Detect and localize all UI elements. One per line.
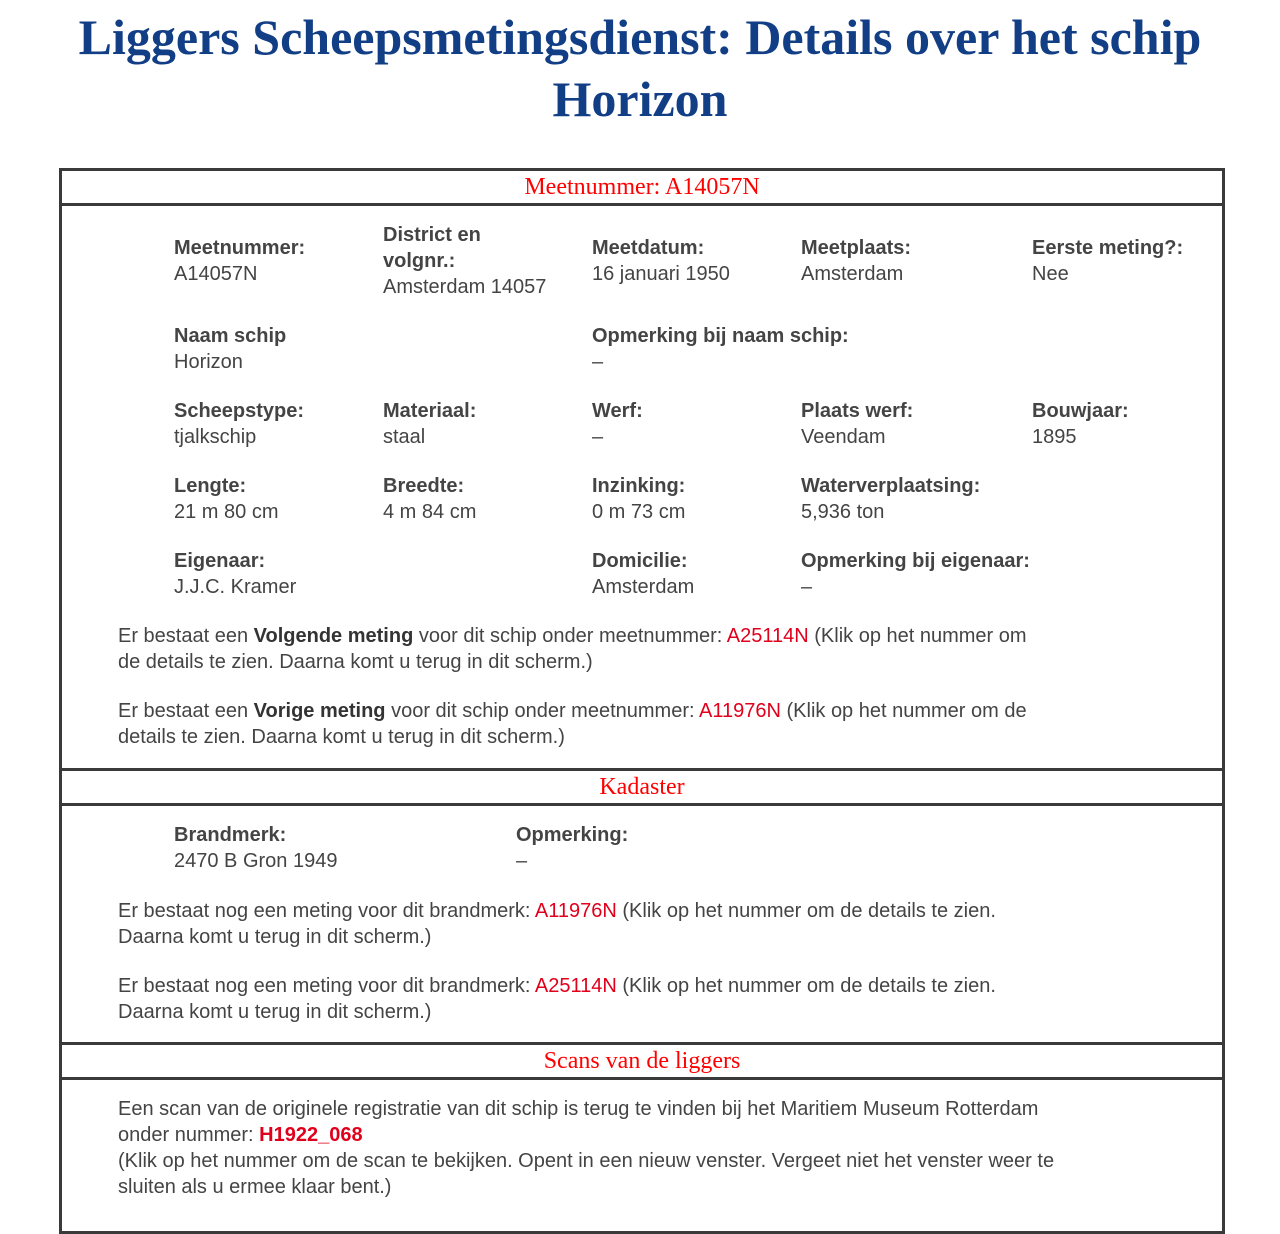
meting1-pre: Er bestaat nog een meting voor dit brandmerk: bbox=[118, 900, 535, 922]
label-naam-schip: Naam schip bbox=[174, 325, 287, 347]
field-plaats-werf bbox=[801, 398, 913, 450]
value-eerste-meting: Nee bbox=[1032, 263, 1069, 285]
field-naam-schip bbox=[174, 323, 286, 375]
section-header-meetnummer: Meetnummer: A14057N bbox=[62, 171, 1222, 206]
label-bouwjaar: Bouwjaar: bbox=[1032, 400, 1129, 422]
value-district: Amsterdam 14057 bbox=[383, 276, 547, 298]
volgende-mid: voor dit schip onder meetnummer: bbox=[413, 625, 727, 647]
scans-section bbox=[62, 1080, 1222, 1200]
link-volgende-meting[interactable]: A25114N bbox=[726, 625, 809, 647]
label-eigenaar: Eigenaar: bbox=[174, 550, 266, 572]
value-breedte: 4 m 84 cm bbox=[383, 501, 477, 523]
section-header-kadaster: Kadaster bbox=[62, 768, 1222, 806]
field-eigenaar bbox=[174, 548, 296, 600]
field-meetplaats bbox=[801, 235, 911, 287]
row-brandmerk bbox=[118, 806, 1222, 878]
details-table bbox=[59, 168, 1225, 1234]
row-eigenaar bbox=[118, 532, 1222, 607]
volgende-post: (Klik op het nummer om bbox=[808, 625, 1027, 647]
page-title bbox=[0, 0, 1280, 130]
link-brandmerk-meting-1[interactable]: A11976N bbox=[534, 900, 617, 922]
row-afmetingen bbox=[118, 457, 1222, 532]
vorige-meting-note bbox=[118, 675, 1168, 768]
value-werf: – bbox=[592, 426, 604, 448]
field-lengte bbox=[174, 473, 278, 525]
field-meetdatum bbox=[592, 235, 730, 287]
field-opmerking-eigenaar bbox=[801, 548, 1030, 600]
label-lengte: Lengte: bbox=[174, 475, 247, 497]
label-district-line2: volgnr.: bbox=[383, 250, 456, 272]
value-bouwjaar: 1895 bbox=[1032, 426, 1077, 448]
label-inzinking: Inzinking: bbox=[592, 475, 686, 497]
field-bouwjaar bbox=[1032, 398, 1129, 450]
value-naam-schip: Horizon bbox=[174, 351, 243, 373]
value-opmerking-naam: – bbox=[592, 351, 604, 373]
row-meting bbox=[118, 206, 1222, 307]
volgende-line2: de details te zien. Daarna komt u terug in dit scherm.) bbox=[118, 651, 593, 673]
label-meetdatum: Meetdatum: bbox=[592, 237, 705, 259]
value-meetnummer: A14057N bbox=[174, 263, 258, 285]
scan-line1: Een scan van de originele registratie van dit schip is terug te vinden bij het Maritiem Museum Rotterdam bbox=[118, 1098, 1039, 1120]
value-meetplaats: Amsterdam bbox=[801, 263, 904, 285]
meting2-post: (Klik op het nummer om de details te zien. bbox=[616, 975, 996, 997]
meting2-pre: Er bestaat nog een meting voor dit brandmerk: bbox=[118, 975, 535, 997]
vorige-bold: Vorige meting bbox=[253, 700, 386, 722]
field-inzinking bbox=[592, 473, 685, 525]
scan-line4: sluiten als u ermee klaar bent.) bbox=[118, 1176, 392, 1198]
label-plaats-werf: Plaats werf: bbox=[801, 400, 914, 422]
scan-pre2: onder nummer: bbox=[118, 1124, 260, 1146]
volgende-meting-note bbox=[118, 607, 1168, 675]
kadaster-section bbox=[62, 806, 1222, 1042]
link-scan-nummer[interactable]: H1922_068 bbox=[259, 1124, 363, 1146]
vorige-post: (Klik op het nummer om de bbox=[780, 700, 1027, 722]
link-vorige-meting[interactable]: A11976N bbox=[699, 700, 781, 722]
value-opmerking-eigenaar: – bbox=[801, 576, 813, 598]
page-title-line1: Liggers Scheepsmetingsdienst: Details over het schip bbox=[78, 9, 1202, 65]
label-meetplaats: Meetplaats: bbox=[801, 237, 912, 259]
page-title-line2: Horizon bbox=[552, 71, 728, 127]
meting1-post: (Klik op het nummer om de details te zien. bbox=[616, 900, 996, 922]
label-opmerking-eigenaar: Opmerking bij eigenaar: bbox=[801, 550, 1030, 572]
value-eigenaar: J.J.C. Kramer bbox=[174, 576, 297, 598]
section-header-scans: Scans van de liggers bbox=[62, 1042, 1222, 1080]
volgende-pre: Er bestaat een bbox=[118, 625, 254, 647]
value-lengte: 21 m 80 cm bbox=[174, 501, 279, 523]
field-opmerking-naam bbox=[592, 323, 849, 375]
field-domicilie bbox=[592, 548, 694, 600]
label-eerste-meting: Eerste meting?: bbox=[1032, 237, 1184, 259]
field-meetnummer bbox=[174, 235, 305, 287]
brandmerk-meting-note-1 bbox=[118, 878, 1168, 950]
label-brandmerk: Brandmerk: bbox=[174, 824, 287, 846]
field-brandmerk bbox=[174, 822, 337, 874]
value-scheepstype: tjalkschip bbox=[174, 426, 257, 448]
vorige-line2: details te zien. Daarna komt u terug in dit scherm.) bbox=[118, 726, 565, 748]
field-district bbox=[383, 222, 546, 300]
vorige-mid: voor dit schip onder meetnummer: bbox=[385, 700, 700, 722]
label-domicilie: Domicilie: bbox=[592, 550, 688, 572]
value-waterverplaatsing: 5,936 ton bbox=[801, 501, 885, 523]
label-waterverplaatsing: Waterverplaatsing: bbox=[801, 475, 981, 497]
label-materiaal: Materiaal: bbox=[383, 400, 477, 422]
value-materiaal: staal bbox=[383, 426, 426, 448]
value-plaats-werf: Veendam bbox=[801, 426, 886, 448]
vorige-pre: Er bestaat een bbox=[118, 700, 254, 722]
meting1-line2: Daarna komt u terug in dit scherm.) bbox=[118, 926, 432, 948]
label-opmerking-naam: Opmerking bij naam schip: bbox=[592, 325, 849, 347]
field-werf bbox=[592, 398, 643, 450]
volgende-bold: Volgende meting bbox=[253, 625, 414, 647]
row-bouw bbox=[118, 382, 1222, 457]
field-kadaster-opmerking bbox=[516, 822, 628, 874]
field-breedte bbox=[383, 473, 476, 525]
value-kadaster-opmerking: – bbox=[516, 850, 528, 872]
meting2-line2: Daarna komt u terug in dit scherm.) bbox=[118, 1001, 432, 1023]
label-district-line1: District en bbox=[383, 224, 481, 246]
scan-line3: (Klik op het nummer om de scan te bekijken. Opent in een nieuw venster. Vergeet niet het venster weer te bbox=[118, 1150, 1055, 1172]
brandmerk-meting-note-2 bbox=[118, 950, 1168, 1042]
value-brandmerk: 2470 B Gron 1949 bbox=[174, 850, 338, 872]
label-scheepstype: Scheepstype: bbox=[174, 400, 305, 422]
meet-section bbox=[62, 206, 1222, 768]
label-werf: Werf: bbox=[592, 400, 643, 422]
label-meetnummer: Meetnummer: bbox=[174, 237, 306, 259]
value-inzinking: 0 m 73 cm bbox=[592, 501, 686, 523]
field-waterverplaatsing bbox=[801, 473, 980, 525]
link-brandmerk-meting-2[interactable]: A25114N bbox=[534, 975, 617, 997]
label-kadaster-opmerking: Opmerking: bbox=[516, 824, 629, 846]
label-breedte: Breedte: bbox=[383, 475, 465, 497]
field-eerste-meting bbox=[1032, 235, 1183, 287]
field-scheepstype bbox=[174, 398, 304, 450]
scan-note bbox=[118, 1080, 1198, 1200]
row-naam bbox=[118, 307, 1222, 382]
field-materiaal bbox=[383, 398, 476, 450]
value-meetdatum: 16 januari 1950 bbox=[592, 263, 730, 285]
value-domicilie: Amsterdam bbox=[592, 576, 695, 598]
